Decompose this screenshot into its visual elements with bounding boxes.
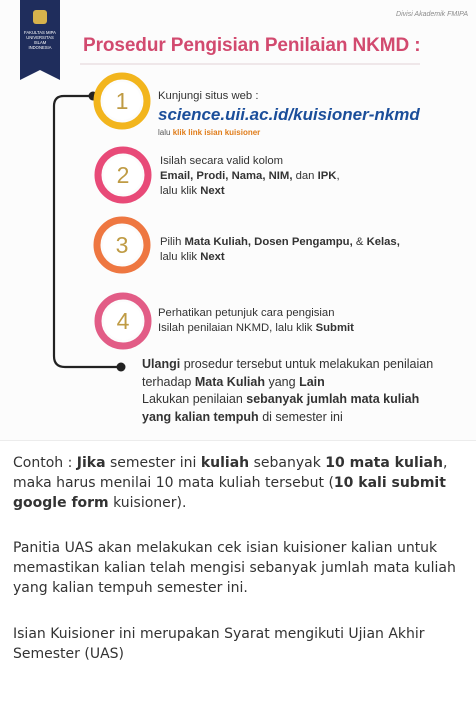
step-2-line: Isilah secara valid kolom [160,155,284,167]
repeat-line-1 [142,356,472,374]
example-bold-jika: Jika [76,455,106,471]
repeat-text-2: terhadap [142,374,192,389]
example-text-2: sebanyak [253,455,321,471]
step-2-and: dan [295,170,315,182]
step-1-number: 1 [115,88,129,114]
step-2-text [160,154,340,199]
step-3-badge [97,220,147,270]
questionnaire-link-text: klik link isian kuisioner [172,128,261,137]
step-2-fields: Email, Prodi, Nama, NIM, dan IPK, [160,170,340,182]
example-paragraph [13,453,468,513]
example-text-4: kuisioner). [113,495,187,511]
step-4-submit: Submit [315,322,354,334]
step-2-badge [98,150,148,200]
page-title: Prosedur Pengisian Penilaian NKMD : [83,35,421,56]
timeline-end-dot [117,363,126,372]
repeat-line-2 [142,374,472,392]
step-2-fields-bold: Email, Prodi, Nama, NIM, [160,170,293,182]
example-bold-submit: 10 kali submit google form [13,475,446,511]
website-url-link[interactable]: science.uii.ac.id/kuisioner-nkmd [158,105,420,124]
step-3-items: Mata Kuliah, Dosen Pengampu, [184,236,353,248]
example-bold-kuliah: kuliah [200,455,250,471]
example-bold-count: 10 mata kuliah [325,455,443,471]
step-2-next: Next [200,185,225,197]
example-label: Contoh : [13,455,73,471]
step-1-text [158,89,420,140]
step-1-line: Kunjungi situs web : [158,90,259,102]
step-4-action [158,321,354,336]
step-3-action [160,250,400,265]
step-3-and: & [355,236,364,248]
repeat-text-3: yang [268,374,296,389]
step-4-text [158,306,354,336]
repeat-line-3 [142,391,472,409]
step-3-prefix: Pilih [160,236,182,248]
committee-paragraph: Panitia UAS akan melakukan cek isian kuisioner kalian untuk memastikan kalian telah mengisi sebanyak jumlah mata kuliah yang kalian tempuh semester ini. [13,540,456,596]
repeat-text-5: di semester ini [262,409,343,424]
repeat-bold-1: Ulangi [142,357,181,371]
step-1-note [158,125,420,140]
repeat-bold-2: Mata Kuliah [194,374,265,389]
step-1-badge [97,76,147,126]
repeat-text-4: Lakukan penilaian [142,392,243,406]
step-4-line: Perhatikan petunjuk cara pengisian [158,307,335,319]
repeat-line-4 [142,409,472,427]
example-text-3: , maka harus menilai 10 mata kuliah tersebut ( [13,455,448,491]
logo-text: FAKULTAS MIPA UNIVERSITAS ISLAM INDONESIA [24,30,56,50]
step-3-line [160,235,400,250]
repeat-bold-4: sebanyak jumlah mata kuliah [246,392,420,406]
step-3-next: Next [200,251,225,263]
step-3-last: Kelas, [366,236,400,248]
step-3-number: 3 [115,232,129,258]
step-3-action-prefix: lalu klik [160,251,198,263]
repeat-bold-3: Lain [299,374,325,389]
step-1-note-prefix: lalu [158,128,171,137]
step-4-action-prefix: Isilah penilaian NKMD, lalu klik [158,322,313,334]
division-label: Divisi Akademik FMIPA [396,11,468,18]
repeat-bold-5: yang kalian tempuh [142,409,259,424]
step-2-action-prefix: lalu klik [160,185,198,197]
repeat-text-1: prosedur tersebut untuk melakukan penilaian [183,357,434,371]
step-4-badge [98,296,148,346]
step-2-ipk: IPK [317,170,337,182]
step-3-text [160,235,400,265]
example-text-1: semester ini [109,455,197,471]
step-4-number: 4 [116,308,130,334]
step-2-action [160,184,340,199]
requirement-paragraph: Isian Kuisioner ini merupakan Syarat mengikuti Ujian Akhir Semester (UAS) [13,626,425,662]
step-2-number: 2 [116,162,130,188]
repeat-instructions [142,356,472,426]
